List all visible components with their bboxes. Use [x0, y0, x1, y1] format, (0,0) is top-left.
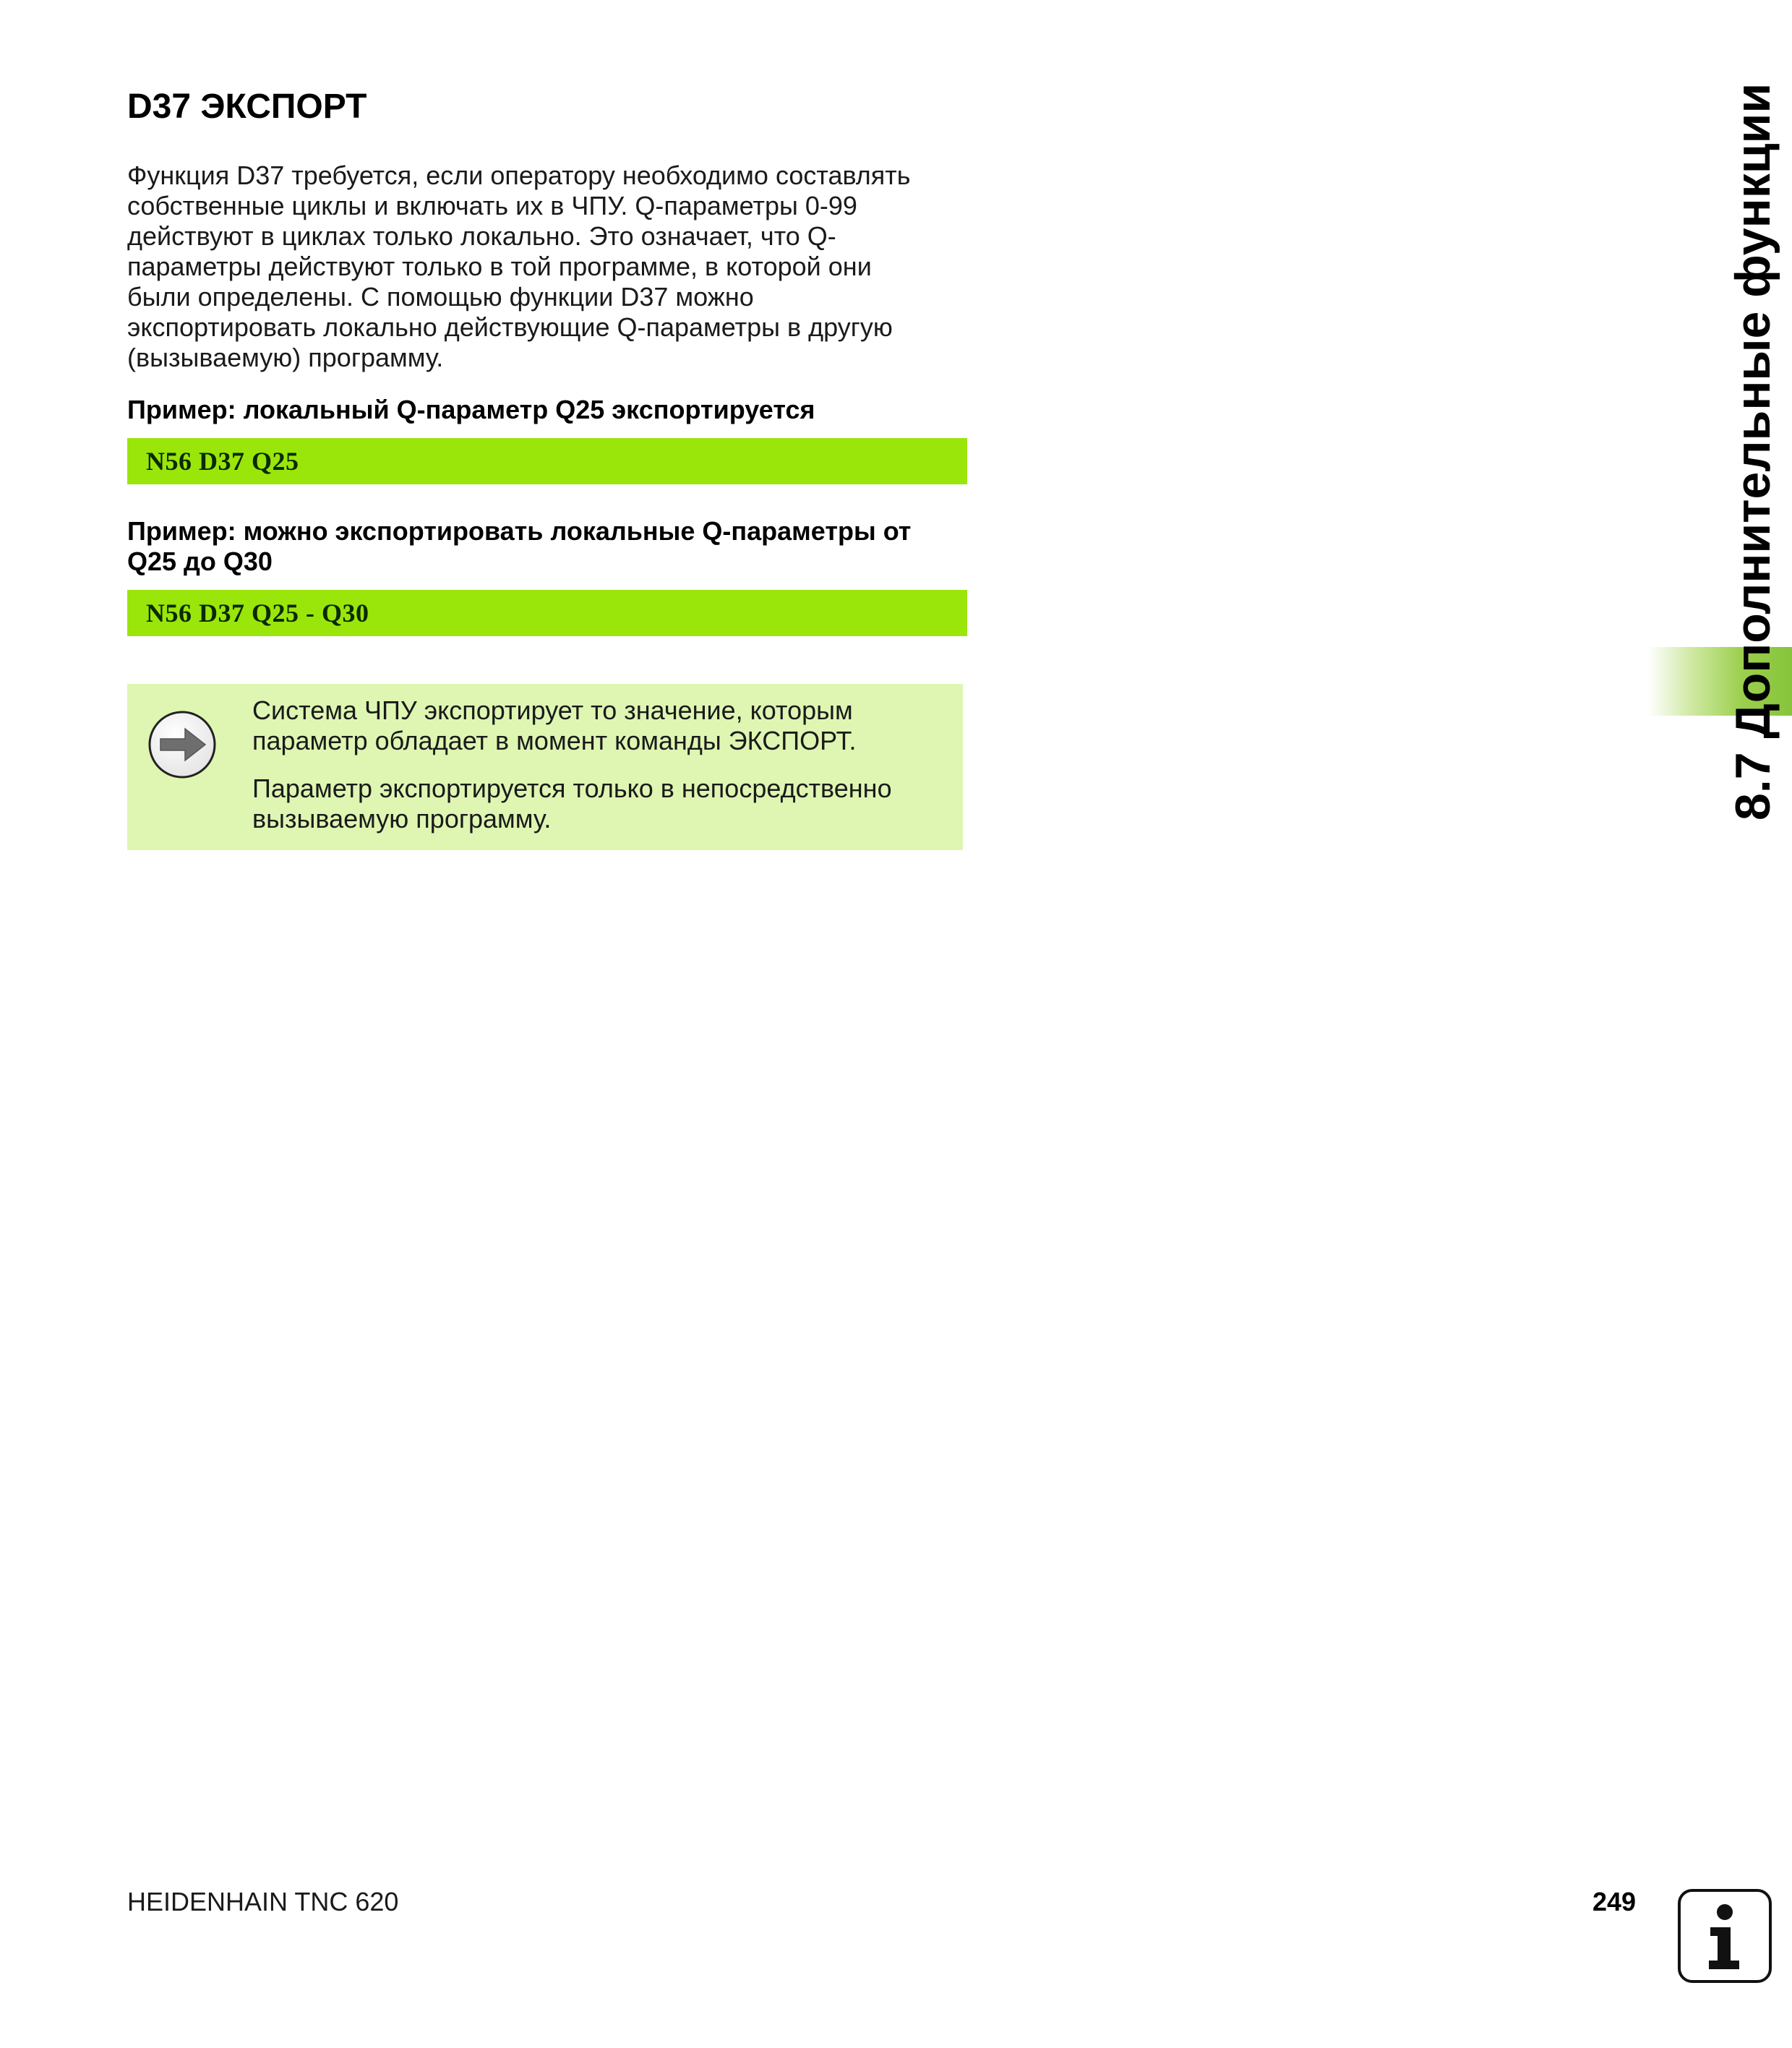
note-line: Параметр экспортируется только в непосредственно [252, 774, 892, 803]
example-2-label [127, 516, 967, 577]
intro-line: были определены. С помощью функции D37 можно [127, 282, 754, 312]
section-title: D37 ЭКСПОРТ [127, 87, 367, 126]
intro-line: экспортировать локально действующие Q-параметры в другую [127, 312, 893, 342]
note-line: параметр обладает в момент команды ЭКСПОРТ. [252, 726, 857, 755]
example-label-line: Пример: можно экспортировать локальные Q-параметры от [127, 516, 912, 546]
intro-line: собственные циклы и включать их в ЧПУ. Q-параметры 0-99 [127, 191, 857, 220]
intro-line: (вызываемую) программу. [127, 343, 444, 372]
info-icon [1677, 1888, 1772, 1984]
example-label-line: Пример: локальный Q-параметр Q25 экспортируется [127, 395, 815, 424]
footer-product-name: HEIDENHAIN TNC 620 [127, 1887, 399, 1916]
intro-paragraph [127, 160, 959, 373]
page-number: 249 [1592, 1887, 1637, 1916]
chapter-side-title: 8.7 Дополнительные функции [1725, 82, 1780, 821]
example-1-label [127, 395, 967, 425]
example-1-code: N56 D37 Q25 [127, 438, 967, 484]
note-text [252, 695, 946, 834]
intro-line: параметры действуют только в той программе, в которой они [127, 252, 872, 281]
note-paragraph [252, 695, 946, 756]
intro-line: Функция D37 требуется, если оператору необходимо составлять [127, 160, 911, 190]
note-line: Система ЧПУ экспортирует то значение, которым [252, 695, 853, 725]
intro-line: действуют в циклах только локально. Это означает, что Q- [127, 221, 836, 251]
arrow-right-icon [147, 710, 217, 779]
example-2-code: N56 D37 Q25 - Q30 [127, 590, 967, 636]
note-paragraph [252, 774, 946, 834]
main-content [127, 87, 967, 636]
note-line: вызываемую программу. [252, 804, 552, 834]
example-label-line: Q25 до Q30 [127, 547, 273, 576]
note-box [127, 684, 963, 850]
